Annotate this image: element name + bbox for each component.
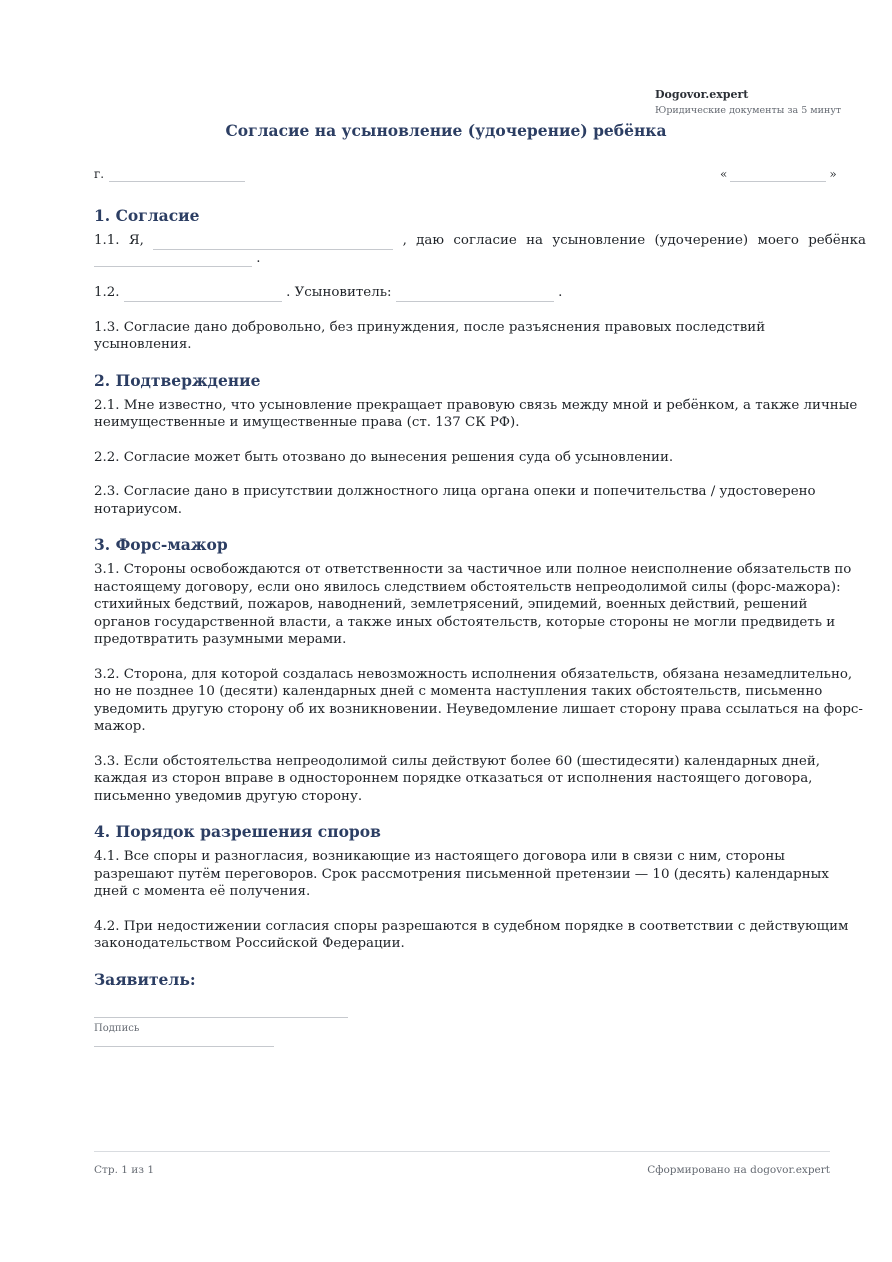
city-field <box>94 166 245 182</box>
city-blank <box>109 168 245 182</box>
clause-1-2-start: 1.2. <box>94 285 120 300</box>
section-4-heading: 4. Порядок разрешения споров <box>94 822 381 841</box>
date-field <box>720 166 837 182</box>
clause-2-2: 2.2. Согласие может быть отозвано до вынесения решения суда об усыновлении. <box>94 449 674 465</box>
signatory-heading: Заявитель: <box>94 969 196 989</box>
clause-1-2-end: . <box>558 285 563 300</box>
clause-1-2-mid: . Усыновитель: <box>286 285 392 300</box>
clause-2-3: 2.3. Согласие дано в присутствии должностного лица органа опеки и попечительства / удостоверено нотариусом. <box>94 484 816 517</box>
clause-1-3: 1.3. Согласие дано добровольно, без принуждения, после разъяснения правовых последствий усыновления. <box>94 319 766 352</box>
signature-label: Подпись <box>94 1022 140 1034</box>
clause-1-1-start: 1.1. Я, <box>94 233 144 248</box>
clause-3-2: 3.2. Сторона, для которой создалась невозможность исполнения обязательств, обязана незамедлительно, но не позднее 10 (десяти) календарных дней с момента наступления таких обстоятельств, письменно уведомить другую сторону об их возникновении. Неуведомление лишает сторону права ссылаться на форс-мажор. <box>94 666 863 734</box>
clause-1-1-mid: , даю согласие на усыновление (удочерение) моего ребёнка <box>402 233 866 248</box>
city-prefix: г. <box>94 167 105 181</box>
brand-name: Dogovor.expert <box>655 88 749 101</box>
section-1-heading: 1. Согласие <box>94 206 200 225</box>
clause-3-3: 3.3. Если обстоятельства непреодолимой силы действуют более 60 (шестидесяти) календарных дней, каждая из сторон вправе в одностороннем порядке отказаться от исполнения настоящего договора, письменно уведомив другую сторону. <box>94 753 821 804</box>
document-title: Согласие на усыновление (удочерение) ребёнка <box>225 121 667 140</box>
applicant-name-blank <box>153 236 393 250</box>
clause-1-2 <box>94 284 866 302</box>
page-number: Стр. 1 из 1 <box>94 1164 155 1176</box>
date-blank <box>730 168 826 182</box>
brand-tagline: Юридические документы за 5 минут <box>655 105 842 116</box>
signature-line <box>94 1016 348 1018</box>
clause-1-1-cont <box>94 250 866 268</box>
signatory-block <box>94 970 866 1047</box>
clause-1-1-end: . <box>256 250 261 266</box>
clause-1-1 <box>94 232 866 250</box>
child-name-blank <box>94 253 252 267</box>
generated-note: Сформировано на dogovor.expert <box>647 1164 830 1176</box>
clause-4-2: 4.2. При недостижении согласия споры разрешаются в судебном порядке в соответствии с действующим законодательством Российской Федерации. <box>94 918 849 951</box>
section-2-heading: 2. Подтверждение <box>94 370 261 390</box>
section-3-heading: 3. Форс-мажор <box>94 535 228 554</box>
date-close-quote: » <box>829 167 837 181</box>
clause-3-1: 3.1. Стороны освобождаются от ответственности за частичное или полное неисполнение обязательств по настоящему договору, если оно явилось следствием обстоятельств непреодолимой силы (форс-мажора): стихийных бедствий, пожаров, наводнений, землетрясений, эпидемий, военных действий, решений органов государственной власти, а также иных обстоятельств, которые стороны не могли предвидеть и предотвратить разумными мерами. <box>94 562 852 647</box>
adopter-blank <box>396 288 554 302</box>
brand-block <box>655 88 855 118</box>
clause-4-1: 4.1. Все споры и разногласия, возникающие из настоящего договора или в связи с ним, стороны разрешают путём переговоров. Срок рассмотрения письменной претензии — 10 (десять) календарных дней с момента её получения. <box>94 849 829 899</box>
clause-1-2-blank <box>124 288 282 302</box>
footer-divider <box>94 1151 830 1152</box>
date-open-quote: « <box>720 167 728 181</box>
name-line <box>94 1045 274 1047</box>
document-body <box>94 206 866 1047</box>
clause-2-1: 2.1. Мне известно, что усыновление прекращает правовую связь между мной и ребёнком, а также личные неимущественные и имущественные права (ст. 137 СК РФ). <box>94 397 858 430</box>
